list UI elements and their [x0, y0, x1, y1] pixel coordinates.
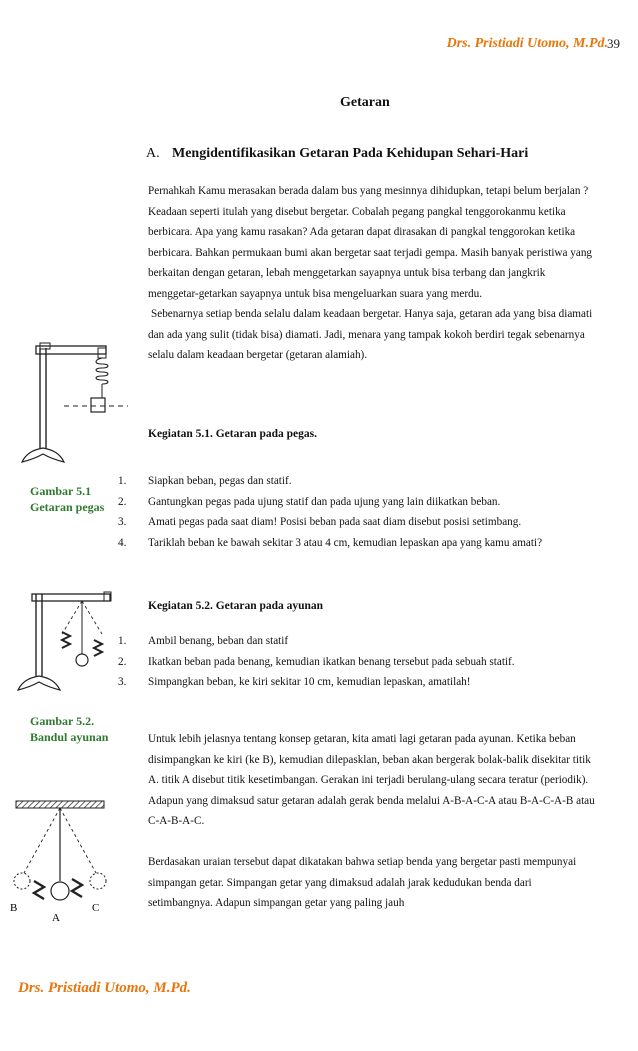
intro-paragraph-1: Pernahkah Kamu merasakan berada dalam bus yang mesinnya dihidupkan, tetapi belum berjalan ? Keadaan seperti itulah yang disebut bergetar. Cobalah pegang pangkal tenggorokanmu ketika berbicara. Apa yang kamu rasakan? Ada getaran dapat dirasakan di pangkal tenggorokan ketika berbicara. Bahkan permukaan bumi akan bergetar saat terjadi gempa. Masih banyak peristiwa yang berkaitan dengan getaran, lebah menggetarkan sayapnya untuk bisa terbang dan jangkrik menggetar-getarkan sayapnya untuk bisa mengeluarkan suara yang merdu.: [148, 185, 593, 300]
figure2-caption-title: Bandul ayunan: [30, 730, 109, 744]
list-item: 3. Amati pegas pada saat diam! Posisi beban pada saat diam disebut posisi setimbang.: [118, 516, 522, 528]
activity2-steps: [118, 631, 588, 693]
pendulum-text: Untuk lebih jelasnya tentang konsep getaran, kita amati lagi getaran pada ayunan. Ketika beban disimpangkan ke kiri (ke B), kemudian dilepasklan, beban akan bergerak bolak-balik disekitar titik A. titik A disebut titik kesetimbangan. Gerakan ini terjadi berulang-ulang secara teratur (periodik). Adapun yang dimaksud satur getaran adalah gerak benda melalui A-B-A-C-A atau B-A-C-A-B atau C-A-B-A-C.: [148, 733, 595, 827]
amplitude-paragraph: [148, 852, 598, 914]
step-text: Siapkan beban, pegas dan statif.: [148, 475, 292, 487]
spring-figure: [18, 340, 130, 470]
figure1-caption: [30, 483, 104, 515]
pendulum-stand-figure: [14, 588, 124, 698]
step-text: Ambil benang, beban dan statif: [148, 635, 289, 647]
figure1-caption-number: Gambar 5.1: [30, 484, 92, 498]
step-text: Gantungkan pegas pada ujung statif dan pada ujung yang lain diikatkan beban.: [148, 495, 501, 508]
section-letter: A.: [146, 146, 160, 161]
figure1-caption-title: Getaran pegas: [30, 500, 105, 514]
figure2-caption-number: Gambar 5.2.: [30, 714, 95, 728]
section-heading: [146, 146, 528, 162]
step-text: Tariklah beban ke bawah sekitar 3 atau 4 cm, kemudian lepaskan apa yang kamu amati?: [148, 536, 543, 549]
step-text: Ikatkan beban pada benang, kemudian ikatkan benang tersebut pada sebuah statif.: [148, 655, 515, 668]
page-number: 39: [607, 36, 620, 51]
label-c: C: [92, 902, 100, 914]
intro-paragraph-2: Sebenarnya setiap benda selalu dalam keadaan bergetar. Hanya saja, getaran ada yang bisa diamati dan ada yang sulit (tidak bisa) diamati. Jadi, menara yang tampak kokoh berdiri tegak sebenarnya selalu dalam keadaan bergetar (getaran alamiah).: [148, 308, 593, 361]
list-item: 2. Gantungkan pegas pada ujung statif dan pada ujung yang lain diikatkan beban.: [118, 495, 501, 508]
label-b: B: [10, 902, 18, 914]
step-text: Simpangkan beban, ke kiri sekitar 10 cm, kemudian lepaskan, amatilah!: [148, 676, 471, 688]
activity1-title: Kegiatan 5.1. Getaran pada pegas.: [148, 428, 317, 440]
step-text: Amati pegas pada saat diam! Posisi beban pada saat diam disebut posisi setimbang.: [148, 516, 522, 528]
activity1-steps: [118, 471, 588, 553]
list-item: 4. Tariklah beban ke bawah sekitar 3 atau 4 cm, kemudian lepaskan apa yang kamu amati?: [118, 536, 543, 549]
list-item: 3. Simpangkan beban, ke kiri sekitar 10 cm, kemudian lepaskan, amatilah!: [118, 676, 471, 688]
intro-text: [148, 181, 598, 366]
list-item: 2. Ikatkan beban pada benang, kemudian ikatkan benang tersebut pada sebuah statif.: [118, 655, 515, 668]
section-title: Mengidentifikasikan Getaran Pada Kehidupan Sehari-Hari: [172, 146, 529, 161]
label-a: A: [52, 912, 60, 924]
chapter-title: Getaran: [340, 95, 390, 110]
header-author: Drs. Pristiadi Utomo, M.Pd.: [446, 36, 608, 51]
list-item: 1. Ambil benang, beban dan statif: [118, 635, 289, 647]
amplitude-text: Berdasakan uraian tersebut dapat dikatakan bahwa setiap benda yang bergetar pasti mempunyai simpangan getar. Simpangan getar yang dimaksud adalah jarak kedudukan benda dari setimbangnya. Adapun simpangan getar yang paling jauh: [148, 856, 577, 909]
activity2-title: Kegiatan 5.2. Getaran pada ayunan: [148, 600, 324, 612]
list-item: 1. Siapkan beban, pegas dan statif.: [118, 475, 292, 487]
figure2-caption: [30, 713, 108, 745]
footer-author: Drs. Pristiadi Utomo, M.Pd.: [18, 980, 191, 996]
pendulum-paragraph: [148, 729, 598, 832]
pendulum-swing-figure: [6, 795, 124, 927]
